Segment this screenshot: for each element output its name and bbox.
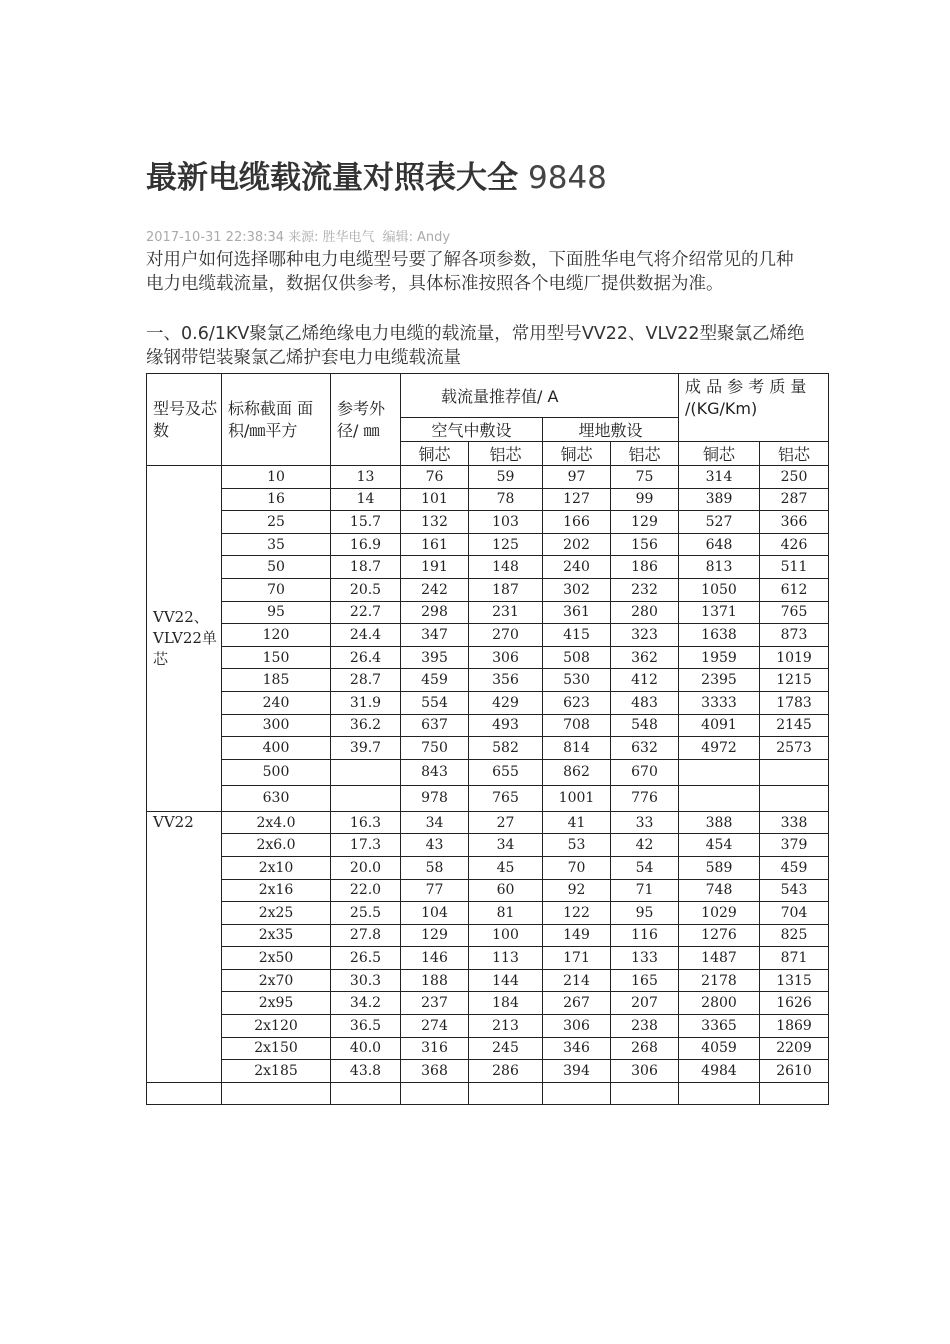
table-cell: 648 (679, 533, 760, 556)
table-cell: 2573 (760, 737, 829, 760)
table-cell: 632 (611, 737, 679, 760)
table-cell: 2x10 (222, 856, 331, 879)
table-cell: 188 (401, 969, 469, 992)
table-cell: 16.3 (331, 811, 401, 834)
table-cell: 302 (543, 578, 611, 601)
table-cell: 148 (469, 556, 543, 579)
table-bottom-spacer (147, 1082, 829, 1105)
table-cell: 4059 (679, 1037, 760, 1060)
editor-value: Andy (417, 230, 451, 245)
table-cell: 77 (401, 879, 469, 902)
table-cell: 53 (543, 834, 611, 857)
spacer-cell (222, 1082, 331, 1105)
table-cell: 361 (543, 601, 611, 624)
header-current: 载流量推荐值/ A (401, 374, 679, 418)
table-cell: 39.7 (331, 737, 401, 760)
table-cell: 129 (611, 511, 679, 534)
table-cell: 871 (760, 947, 829, 970)
table-row (147, 737, 829, 760)
table-cell: 81 (469, 902, 543, 925)
table-cell: 75 (611, 466, 679, 489)
table-cell: 34.2 (331, 992, 401, 1015)
table-cell: 2395 (679, 669, 760, 692)
table-cell: 527 (679, 511, 760, 534)
table-cell: 426 (760, 533, 829, 556)
table-cell: 144 (469, 969, 543, 992)
table-cell: 267 (543, 992, 611, 1015)
table-cell: 43 (401, 834, 469, 857)
table-cell: 1029 (679, 902, 760, 925)
table-cell: 508 (543, 646, 611, 669)
table-cell: 655 (469, 759, 543, 785)
table-cell: 165 (611, 969, 679, 992)
table-cell (679, 759, 760, 785)
table-cell: 1001 (543, 785, 611, 811)
table-cell: 20.0 (331, 856, 401, 879)
table-cell: 92 (543, 879, 611, 902)
table-cell: 630 (222, 785, 331, 811)
table-cell: 4972 (679, 737, 760, 760)
table-cell: 978 (401, 785, 469, 811)
table-row (147, 902, 829, 925)
table-cell: 554 (401, 691, 469, 714)
table-cell: 362 (611, 646, 679, 669)
table-cell: 76 (401, 466, 469, 489)
table-cell: 2800 (679, 992, 760, 1015)
table-cell: 166 (543, 511, 611, 534)
section-mid: 聚氯乙烯绝缘电力电缆的载流量，常用型号 (249, 324, 582, 344)
table-cell: 1783 (760, 691, 829, 714)
table-cell: 368 (401, 1060, 469, 1083)
table-row (147, 834, 829, 857)
table-cell: 15.7 (331, 511, 401, 534)
table-cell: 286 (469, 1060, 543, 1083)
table-cell: 306 (611, 1060, 679, 1083)
table-row (147, 669, 829, 692)
table-cell: 612 (760, 578, 829, 601)
table-cell: 493 (469, 714, 543, 737)
table-cell: 104 (401, 902, 469, 925)
table-cell: 132 (401, 511, 469, 534)
table-cell: 429 (469, 691, 543, 714)
table-cell: 232 (611, 578, 679, 601)
table-cell: 346 (543, 1037, 611, 1060)
table-cell: 71 (611, 879, 679, 902)
table-row (147, 466, 829, 489)
table-cell: 113 (469, 947, 543, 970)
table-cell: 95 (222, 601, 331, 624)
table-cell: 670 (611, 759, 679, 785)
table-cell: 24.4 (331, 624, 401, 647)
spacer-cell (331, 1082, 401, 1105)
table-cell: 58 (401, 856, 469, 879)
header-weight-al: 铝芯 (760, 442, 829, 466)
table-cell: 306 (543, 1015, 611, 1038)
table-cell: 214 (543, 969, 611, 992)
table-row (147, 533, 829, 556)
table-cell: 765 (469, 785, 543, 811)
table-cell: 1869 (760, 1015, 829, 1038)
table-cell: 483 (611, 691, 679, 714)
intro-paragraph: 对用户如何选择哪种电力电缆型号要了解各项参数，下面胜华电气将介绍常见的几种电力电缆载流量，数据仅供参考，具体标准按照各个电缆厂提供数据为准。 (146, 250, 794, 294)
table-cell: 395 (401, 646, 469, 669)
article-meta (146, 226, 454, 245)
table-cell: 185 (222, 669, 331, 692)
section-tail: 型聚氯乙烯绝缘钢带铠装聚氯乙烯护套电力电缆载流量 (146, 324, 805, 368)
table-cell: 250 (760, 466, 829, 489)
table-row (147, 1015, 829, 1038)
spacer-cell (469, 1082, 543, 1105)
table-cell: 150 (222, 646, 331, 669)
table-cell: 511 (760, 556, 829, 579)
table-row (147, 578, 829, 601)
table-cell: 1276 (679, 924, 760, 947)
table-cell: 2x185 (222, 1060, 331, 1083)
table-cell: 415 (543, 624, 611, 647)
table-cell: 394 (543, 1060, 611, 1083)
table-row (147, 785, 829, 811)
table-cell: 814 (543, 737, 611, 760)
table-cell: 589 (679, 856, 760, 879)
ampacity-table (146, 373, 829, 1105)
table-cell: 1626 (760, 992, 829, 1015)
spacer-cell (679, 1082, 760, 1105)
table-cell: 356 (469, 669, 543, 692)
table-cell: 2x35 (222, 924, 331, 947)
table-cell: 300 (222, 714, 331, 737)
header-diameter: 参考外径/ ㎜ (331, 374, 401, 466)
table-cell: 4984 (679, 1060, 760, 1083)
table-cell: 13 (331, 466, 401, 489)
table-cell (760, 785, 829, 811)
table-cell: 26.4 (331, 646, 401, 669)
table-cell: 1959 (679, 646, 760, 669)
table-cell: 242 (401, 578, 469, 601)
table-cell: 270 (469, 624, 543, 647)
table-cell: 412 (611, 669, 679, 692)
header-air-cu: 铜芯 (401, 442, 469, 466)
table-cell: 237 (401, 992, 469, 1015)
table-cell: 862 (543, 759, 611, 785)
table-cell: 389 (679, 488, 760, 511)
section-types: VV22、VLV22 (581, 324, 700, 344)
title-number: 9848 (528, 160, 607, 196)
table-cell: 22.0 (331, 879, 401, 902)
publish-date: 2017-10-31 22:38:34 (146, 230, 285, 245)
source-value: 胜华电气 (322, 230, 375, 245)
table-cell: 191 (401, 556, 469, 579)
table-cell: 99 (611, 488, 679, 511)
table-row (147, 624, 829, 647)
table-cell: 59 (469, 466, 543, 489)
table-cell: 306 (469, 646, 543, 669)
table-cell: 750 (401, 737, 469, 760)
table-cell: 637 (401, 714, 469, 737)
table-cell: 40.0 (331, 1037, 401, 1060)
editor-label: 编辑: (382, 230, 414, 245)
table-row (147, 1060, 829, 1083)
table-cell: 26.5 (331, 947, 401, 970)
header-weight: 成 品 参 考 质 量 /(KG/Km) (679, 374, 829, 442)
table-cell: 25 (222, 511, 331, 534)
table-cell: 314 (679, 466, 760, 489)
table-cell: 41 (543, 811, 611, 834)
table-cell: 548 (611, 714, 679, 737)
table-cell: 500 (222, 759, 331, 785)
table-cell: 156 (611, 533, 679, 556)
table-cell: 776 (611, 785, 679, 811)
table-cell: 347 (401, 624, 469, 647)
table-row (147, 879, 829, 902)
table-cell: 70 (543, 856, 611, 879)
table-cell: 704 (760, 902, 829, 925)
article-title (146, 152, 607, 197)
table-cell: 28.7 (331, 669, 401, 692)
table-cell: 36.5 (331, 1015, 401, 1038)
table-cell: 240 (222, 691, 331, 714)
table-cell: 16 (222, 488, 331, 511)
table-cell (331, 759, 401, 785)
table-cell: 1215 (760, 669, 829, 692)
table-cell: 70 (222, 578, 331, 601)
table-cell: 78 (469, 488, 543, 511)
header-section: 标称截面 面积/㎜平方 (222, 374, 331, 466)
table-cell: 388 (679, 811, 760, 834)
table-cell: 825 (760, 924, 829, 947)
source-label: 来源: (288, 230, 319, 245)
table-cell: 843 (401, 759, 469, 785)
table-cell: 14 (331, 488, 401, 511)
table-cell (331, 785, 401, 811)
table-cell: 95 (611, 902, 679, 925)
table-cell: 34 (401, 811, 469, 834)
header-weight-cu: 铜芯 (679, 442, 760, 466)
table-cell: 530 (543, 669, 611, 692)
section-prefix: 一、 (146, 324, 181, 344)
table-cell: 2x4.0 (222, 811, 331, 834)
table-cell: 459 (760, 856, 829, 879)
table-cell: 100 (469, 924, 543, 947)
table-cell: 161 (401, 533, 469, 556)
table-cell: 231 (469, 601, 543, 624)
table-cell: 298 (401, 601, 469, 624)
table-cell: 2x6.0 (222, 834, 331, 857)
table-cell: 2x120 (222, 1015, 331, 1038)
table-cell: 30.3 (331, 969, 401, 992)
header-ground-al: 铝芯 (611, 442, 679, 466)
table-cell: 323 (611, 624, 679, 647)
table-cell: 50 (222, 556, 331, 579)
header-ground-cu: 铜芯 (543, 442, 611, 466)
table-cell: 1050 (679, 578, 760, 601)
table-cell: 240 (543, 556, 611, 579)
table-cell: 25.5 (331, 902, 401, 925)
table-cell: 187 (469, 578, 543, 601)
table-cell: 268 (611, 1037, 679, 1060)
group-label: VV22、VLV22单芯 (147, 466, 222, 812)
table-cell: 2145 (760, 714, 829, 737)
table-cell: 207 (611, 992, 679, 1015)
table-cell: 17.3 (331, 834, 401, 857)
header-ground: 埋地敷设 (543, 418, 679, 442)
header-air-al: 铝芯 (469, 442, 543, 466)
table-cell: 129 (401, 924, 469, 947)
table-cell: 454 (679, 834, 760, 857)
spacer-cell (543, 1082, 611, 1105)
table-cell: 813 (679, 556, 760, 579)
table-row (147, 691, 829, 714)
table-cell: 101 (401, 488, 469, 511)
table-cell: 379 (760, 834, 829, 857)
table-cell: 287 (760, 488, 829, 511)
table-cell: 171 (543, 947, 611, 970)
table-row (147, 759, 829, 785)
title-text: 最新电缆载流量对照表大全 (146, 160, 518, 196)
table-cell: 18.7 (331, 556, 401, 579)
table-cell: 186 (611, 556, 679, 579)
table-row (147, 969, 829, 992)
table-cell: 316 (401, 1037, 469, 1060)
table-cell: 2x25 (222, 902, 331, 925)
table-row (147, 556, 829, 579)
table-cell: 10 (222, 466, 331, 489)
table-cell: 623 (543, 691, 611, 714)
table-cell: 280 (611, 601, 679, 624)
table-cell: 127 (543, 488, 611, 511)
header-model: 型号及芯数 (147, 374, 222, 466)
table-cell: 27.8 (331, 924, 401, 947)
table-cell: 400 (222, 737, 331, 760)
table-cell: 54 (611, 856, 679, 879)
table-cell: 1019 (760, 646, 829, 669)
table-cell (679, 785, 760, 811)
table-row (147, 511, 829, 534)
section-model: 0.6/1KV (181, 324, 250, 344)
table-cell: 43.8 (331, 1060, 401, 1083)
table-cell: 22.7 (331, 601, 401, 624)
table-cell: 338 (760, 811, 829, 834)
table-cell: 60 (469, 879, 543, 902)
table-cell: 274 (401, 1015, 469, 1038)
table-cell: 2x50 (222, 947, 331, 970)
table-cell: 34 (469, 834, 543, 857)
table-cell: 1371 (679, 601, 760, 624)
table-cell: 765 (760, 601, 829, 624)
table-row (147, 601, 829, 624)
table-row (147, 924, 829, 947)
table-cell: 36.2 (331, 714, 401, 737)
spacer-cell (147, 1082, 222, 1105)
table-cell: 16.9 (331, 533, 401, 556)
table-cell: 2178 (679, 969, 760, 992)
table-row (147, 488, 829, 511)
table-cell: 27 (469, 811, 543, 834)
table-cell: 582 (469, 737, 543, 760)
table-cell: 1315 (760, 969, 829, 992)
table-row (147, 992, 829, 1015)
table-cell: 20.5 (331, 578, 401, 601)
table-cell: 2x16 (222, 879, 331, 902)
section-heading (146, 322, 816, 370)
spacer-cell (401, 1082, 469, 1105)
table-cell: 97 (543, 466, 611, 489)
table-cell: 2x150 (222, 1037, 331, 1060)
table-cell: 1638 (679, 624, 760, 647)
table-row (147, 811, 829, 834)
table-cell: 245 (469, 1037, 543, 1060)
table-cell: 366 (760, 511, 829, 534)
table-row (147, 646, 829, 669)
spacer-cell (611, 1082, 679, 1105)
group-label: VV22 (147, 811, 222, 1082)
table-cell: 42 (611, 834, 679, 857)
table-cell: 1487 (679, 947, 760, 970)
table-cell: 146 (401, 947, 469, 970)
table-cell: 122 (543, 902, 611, 925)
table-cell: 33 (611, 811, 679, 834)
table-cell: 103 (469, 511, 543, 534)
table-cell: 4091 (679, 714, 760, 737)
table-cell: 3333 (679, 691, 760, 714)
table-cell: 202 (543, 533, 611, 556)
table-row (147, 856, 829, 879)
table-cell: 3365 (679, 1015, 760, 1038)
table-cell: 149 (543, 924, 611, 947)
table-cell: 238 (611, 1015, 679, 1038)
table-cell: 116 (611, 924, 679, 947)
table-cell: 133 (611, 947, 679, 970)
table-cell: 2610 (760, 1060, 829, 1083)
table-cell: 35 (222, 533, 331, 556)
table-cell: 31.9 (331, 691, 401, 714)
table-cell: 708 (543, 714, 611, 737)
table-cell (760, 759, 829, 785)
table-cell: 2209 (760, 1037, 829, 1060)
table-cell: 543 (760, 879, 829, 902)
table-cell: 459 (401, 669, 469, 692)
table-cell: 2x70 (222, 969, 331, 992)
table-cell: 45 (469, 856, 543, 879)
spacer-cell (760, 1082, 829, 1105)
table-row (147, 714, 829, 737)
table-cell: 873 (760, 624, 829, 647)
table-cell: 213 (469, 1015, 543, 1038)
table-cell: 120 (222, 624, 331, 647)
table-cell: 184 (469, 992, 543, 1015)
header-air: 空气中敷设 (401, 418, 543, 442)
table-body (147, 466, 829, 1105)
table-cell: 125 (469, 533, 543, 556)
table-cell: 748 (679, 879, 760, 902)
table-cell: 2x95 (222, 992, 331, 1015)
table-row (147, 947, 829, 970)
table-row (147, 1037, 829, 1060)
